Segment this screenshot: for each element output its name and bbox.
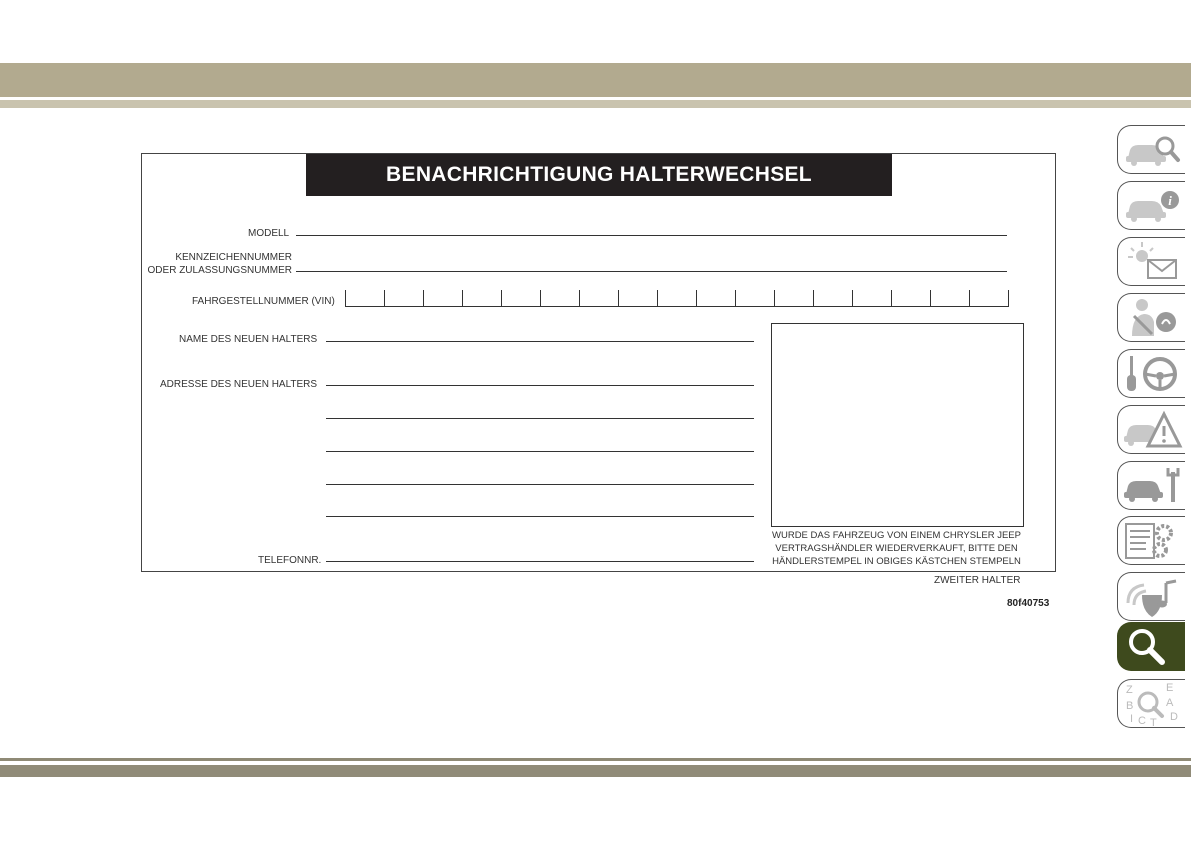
index-letter: I — [1130, 713, 1134, 725]
tab-index-search[interactable] — [1117, 679, 1185, 728]
figure-caption: ZWEITER HALTER — [934, 575, 1021, 586]
tab-seatbelt-airbag[interactable] — [1117, 293, 1185, 342]
tab-car-warning-triangle[interactable] — [1117, 405, 1185, 454]
field-label-kennzeichen-2: ODER ZULASSUNGSNUMMER — [147, 265, 292, 276]
form-title: BENACHRICHTIGUNG HALTERWECHSEL — [306, 154, 892, 196]
car-info-icon — [1118, 182, 1185, 229]
vin-box-divider — [657, 290, 658, 307]
vin-box-divider — [384, 290, 385, 307]
vin-box-divider — [345, 290, 346, 307]
index-letter: A — [1166, 697, 1174, 709]
vin-box-divider — [423, 290, 424, 307]
seatbelt-airbag-icon — [1118, 294, 1185, 341]
field-label-modell: MODELL — [248, 228, 290, 239]
index-letter: C — [1138, 715, 1146, 727]
vin-box-divider — [813, 290, 814, 307]
index-letter: Z — [1126, 684, 1133, 696]
dealer-stamp-note: WURDE DAS FAHRZEUG VON EINEM CHRYSLER JEEP VERTRAGSHÄNDLER WIEDERVERKAUFT, BITTE DEN HÄNDLERSTEMPEL IN OBIGES KÄSTCHEN STEMPELN — [772, 530, 1021, 567]
car-wrench-icon — [1118, 462, 1185, 509]
vin-box-divider — [618, 290, 619, 307]
tab-multimedia-music[interactable] — [1117, 572, 1185, 621]
field-line-adresse-1 — [326, 385, 754, 386]
vin-box-divider — [696, 290, 697, 307]
car-warning-triangle-icon — [1118, 406, 1185, 453]
field-label-name: NAME DES NEUEN HALTERS — [179, 334, 318, 345]
multimedia-music-icon — [1118, 573, 1185, 620]
vin-box-divider — [891, 290, 892, 307]
tab-warning-light-envelope[interactable] — [1117, 237, 1185, 286]
index-letter: E — [1166, 682, 1174, 694]
ownership-change-form — [141, 153, 1056, 572]
field-label-telefon: TELEFONNR. — [258, 555, 322, 566]
index-search-icon — [1118, 680, 1185, 727]
index-letter: B — [1126, 700, 1134, 712]
footer-band — [0, 765, 1191, 777]
field-line-kennzeichen — [296, 271, 1007, 272]
footer-rule — [0, 758, 1191, 761]
vin-baseline — [345, 306, 1008, 307]
tab-search[interactable] — [1117, 622, 1185, 671]
vin-box-divider — [735, 290, 736, 307]
vin-box-divider — [462, 290, 463, 307]
header-rule — [0, 100, 1191, 108]
warning-light-envelope-icon — [1118, 238, 1185, 285]
vin-box-divider — [774, 290, 775, 307]
field-line-telefon — [326, 561, 754, 562]
index-letter: T — [1150, 717, 1157, 727]
vin-box-divider — [540, 290, 541, 307]
tab-car-info[interactable] — [1117, 181, 1185, 230]
field-line-adresse-3 — [326, 451, 754, 452]
vin-box-divider — [852, 290, 853, 307]
tab-key-steering-wheel[interactable] — [1117, 349, 1185, 398]
vin-box-divider — [969, 290, 970, 307]
field-line-name — [326, 341, 754, 342]
tab-car-magnifier[interactable] — [1117, 125, 1185, 174]
figure-code: 80f40753 — [1007, 598, 1050, 609]
search-icon — [1118, 623, 1185, 670]
key-steering-wheel-icon — [1118, 350, 1185, 397]
tab-specs-gear[interactable] — [1117, 516, 1185, 565]
field-line-modell — [296, 235, 1007, 236]
vin-box-divider — [1008, 290, 1009, 307]
car-magnifier-icon — [1118, 126, 1185, 173]
field-line-adresse-2 — [326, 418, 754, 419]
field-label-kennzeichen-1: KENNZEICHENNUMMER — [175, 252, 292, 263]
field-line-adresse-4 — [326, 484, 754, 485]
field-label-vin: FAHRGESTELLNUMMER (VIN) — [192, 296, 335, 307]
specs-gear-icon — [1118, 517, 1185, 564]
tab-car-wrench[interactable] — [1117, 461, 1185, 510]
vin-box-divider — [579, 290, 580, 307]
field-line-adresse-5 — [326, 516, 754, 517]
vin-box-divider — [930, 290, 931, 307]
dealer-stamp-box — [771, 323, 1024, 527]
header-band — [0, 63, 1191, 97]
svg-text:i: i — [1168, 193, 1172, 208]
field-label-adresse: ADRESSE DES NEUEN HALTERS — [160, 379, 318, 390]
index-letter: D — [1170, 711, 1178, 723]
vin-box-divider — [501, 290, 502, 307]
